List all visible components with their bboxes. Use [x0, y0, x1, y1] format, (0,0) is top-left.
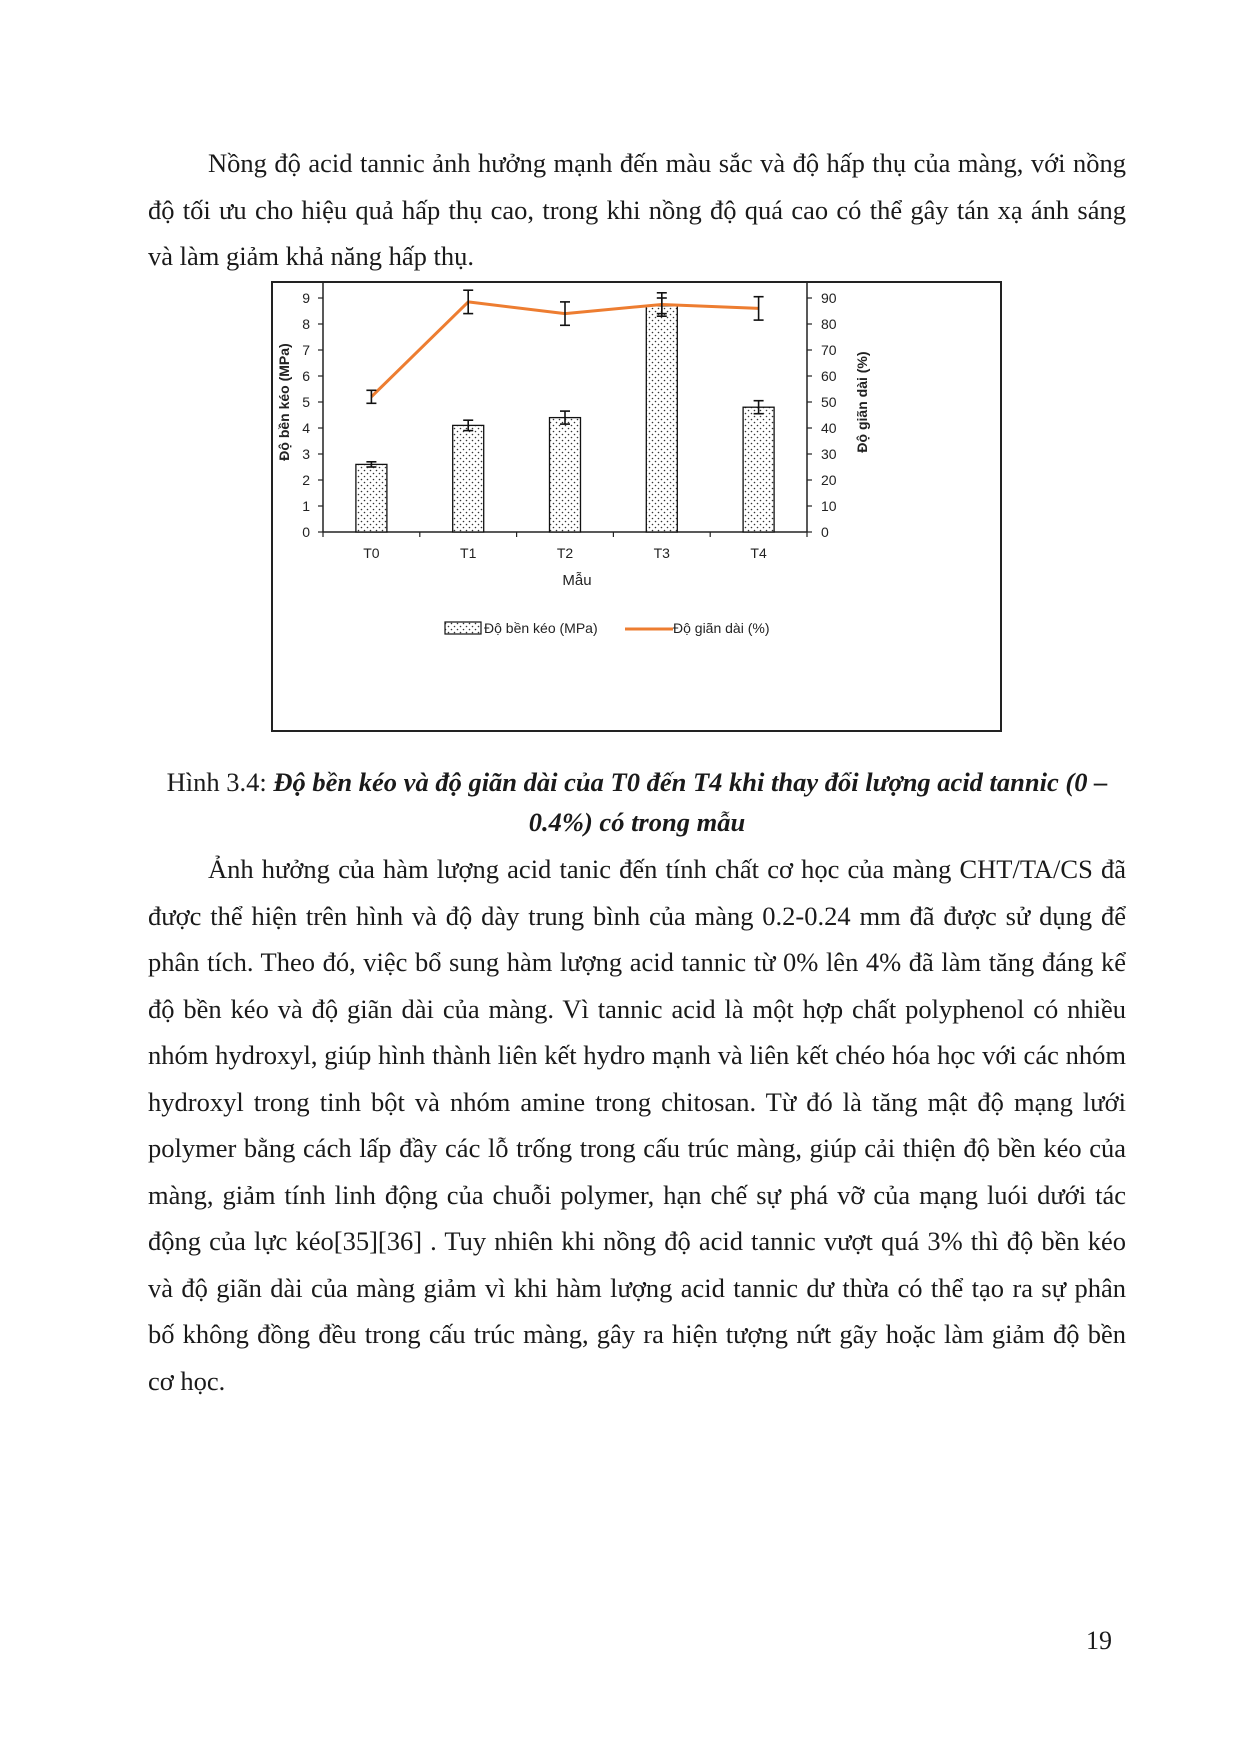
y-tick-label-left: 7 — [302, 342, 310, 358]
y-tick-label-left: 6 — [302, 368, 310, 384]
body-line: polymer bằng cách lấp đầy các lỗ trống trong cấu trúc màng, giúp cải thiện độ bền kéo của — [148, 1133, 1126, 1163]
y-tick-label-left: 4 — [302, 420, 310, 436]
y-tick-label-right: 50 — [821, 394, 837, 410]
y-tick-label-left: 0 — [302, 524, 310, 540]
body-line: bố không đồng đều trong cấu trúc màng, gây ra hiện tượng nứt gãy hoặc làm giảm độ bền — [148, 1319, 1126, 1349]
body-line: độ bền kéo và độ giãn dài của màng. Vì tannic acid là một hợp chất polyphenol có nhiều — [148, 993, 1126, 1024]
x-tick-label: T2 — [556, 545, 574, 561]
x-axis-title: Mẫu — [562, 572, 592, 589]
y-tick-label-right: 70 — [821, 342, 837, 358]
intro-paragraph — [148, 140, 1126, 280]
body-line: màng, giảm tính linh động của chuỗi polymer, hạn chế sự phá vỡ của mạng luói dưới tác — [148, 1179, 1126, 1210]
caption-text-line2: 0.4%) có trong mẫu — [528, 807, 746, 837]
legend-label-bar: Độ bền kéo (MPa) — [484, 620, 598, 636]
body-line: động của lực kéo[35][36] . Tuy nhiên khi nồng độ acid tannic vượt quá 3% thì độ bền kéo — [148, 1226, 1126, 1256]
caption-text-line1: Độ bền kéo và độ giãn dài của T0 đến T4 khi thay đổi lượng acid tannic (0 – — [273, 767, 1108, 797]
y-axis-title-right: Độ giãn dài (%) — [854, 351, 870, 453]
legend-swatch-bar — [445, 622, 481, 634]
body-line: cơ học. — [148, 1365, 226, 1396]
intro-line: Nồng độ acid tannic ảnh hưởng mạnh đến màu sắc và độ hấp thụ của màng, với nồng — [208, 148, 1126, 178]
figure-chart-frame — [271, 281, 1002, 732]
y-tick-label-left: 1 — [302, 498, 310, 514]
bar-tensile-T3 — [646, 306, 677, 532]
bar-tensile-T4 — [743, 407, 774, 532]
body-line: Ảnh hưởng của hàm lượng acid tanic đến tính chất cơ học của màng CHT/TA/CS đã — [208, 854, 1126, 884]
x-tick-label: T1 — [460, 545, 477, 561]
body-line: nhóm hydroxyl, giúp hình thành liên kết hydro mạnh và liên kết chéo hóa học với các nhóm — [148, 1040, 1126, 1070]
y-tick-label-right: 10 — [821, 498, 837, 514]
intro-line: và làm giảm khả năng hấp thụ. — [148, 241, 475, 271]
y-tick-label-right: 0 — [821, 524, 829, 540]
body-line: được thể hiện trên hình và độ dày trung bình của màng 0.2-0.24 mm đã được sử dụng để — [148, 900, 1126, 931]
body-line: phân tích. Theo đó, việc bổ sung hàm lượng acid tannic từ 0% lên 4% đã làm tăng đáng kể — [148, 947, 1126, 977]
y-tick-label-left: 9 — [302, 290, 310, 306]
y-tick-label-right: 40 — [821, 420, 837, 436]
intro-line: độ tối ưu cho hiệu quả hấp thụ cao, trong khi nồng độ quá cao có thể gây tán xạ ánh sáng — [148, 194, 1126, 225]
y-tick-label-right: 30 — [821, 446, 837, 462]
bar-tensile-T1 — [453, 425, 484, 532]
legend-label-line: Độ giãn dài (%) — [673, 620, 770, 636]
page-number: 19 — [1086, 1626, 1112, 1655]
y-tick-label-left: 5 — [302, 394, 310, 410]
x-tick-label: T3 — [653, 545, 670, 561]
combo-chart — [273, 283, 1000, 730]
y-tick-label-right: 80 — [821, 316, 837, 332]
y-tick-label-left: 3 — [302, 446, 310, 462]
y-axis-title-left: Độ bền kéo (MPa) — [276, 343, 292, 461]
y-tick-label-right: 90 — [821, 290, 837, 306]
x-tick-label: T0 — [363, 545, 380, 561]
figure-caption — [148, 762, 1126, 842]
bar-tensile-T0 — [356, 464, 387, 532]
body-line: và độ giãn dài của màng giảm vì khi hàm lượng acid tannic dư thừa có thể tạo ra sự phân — [148, 1272, 1126, 1303]
y-tick-label-right: 60 — [821, 368, 837, 384]
y-tick-label-left: 2 — [302, 472, 310, 488]
y-tick-label-left: 8 — [302, 316, 310, 332]
body-paragraph — [148, 846, 1126, 1404]
y-tick-label-right: 20 — [821, 472, 837, 488]
bar-tensile-T2 — [550, 418, 581, 532]
caption-label: Hình 3.4: — [166, 767, 274, 797]
x-tick-label: T4 — [750, 545, 767, 561]
body-line: hydroxyl trong tinh bột và nhóm amine trong chitosan. Từ đó là tăng mật độ mạng lưới — [148, 1086, 1126, 1117]
